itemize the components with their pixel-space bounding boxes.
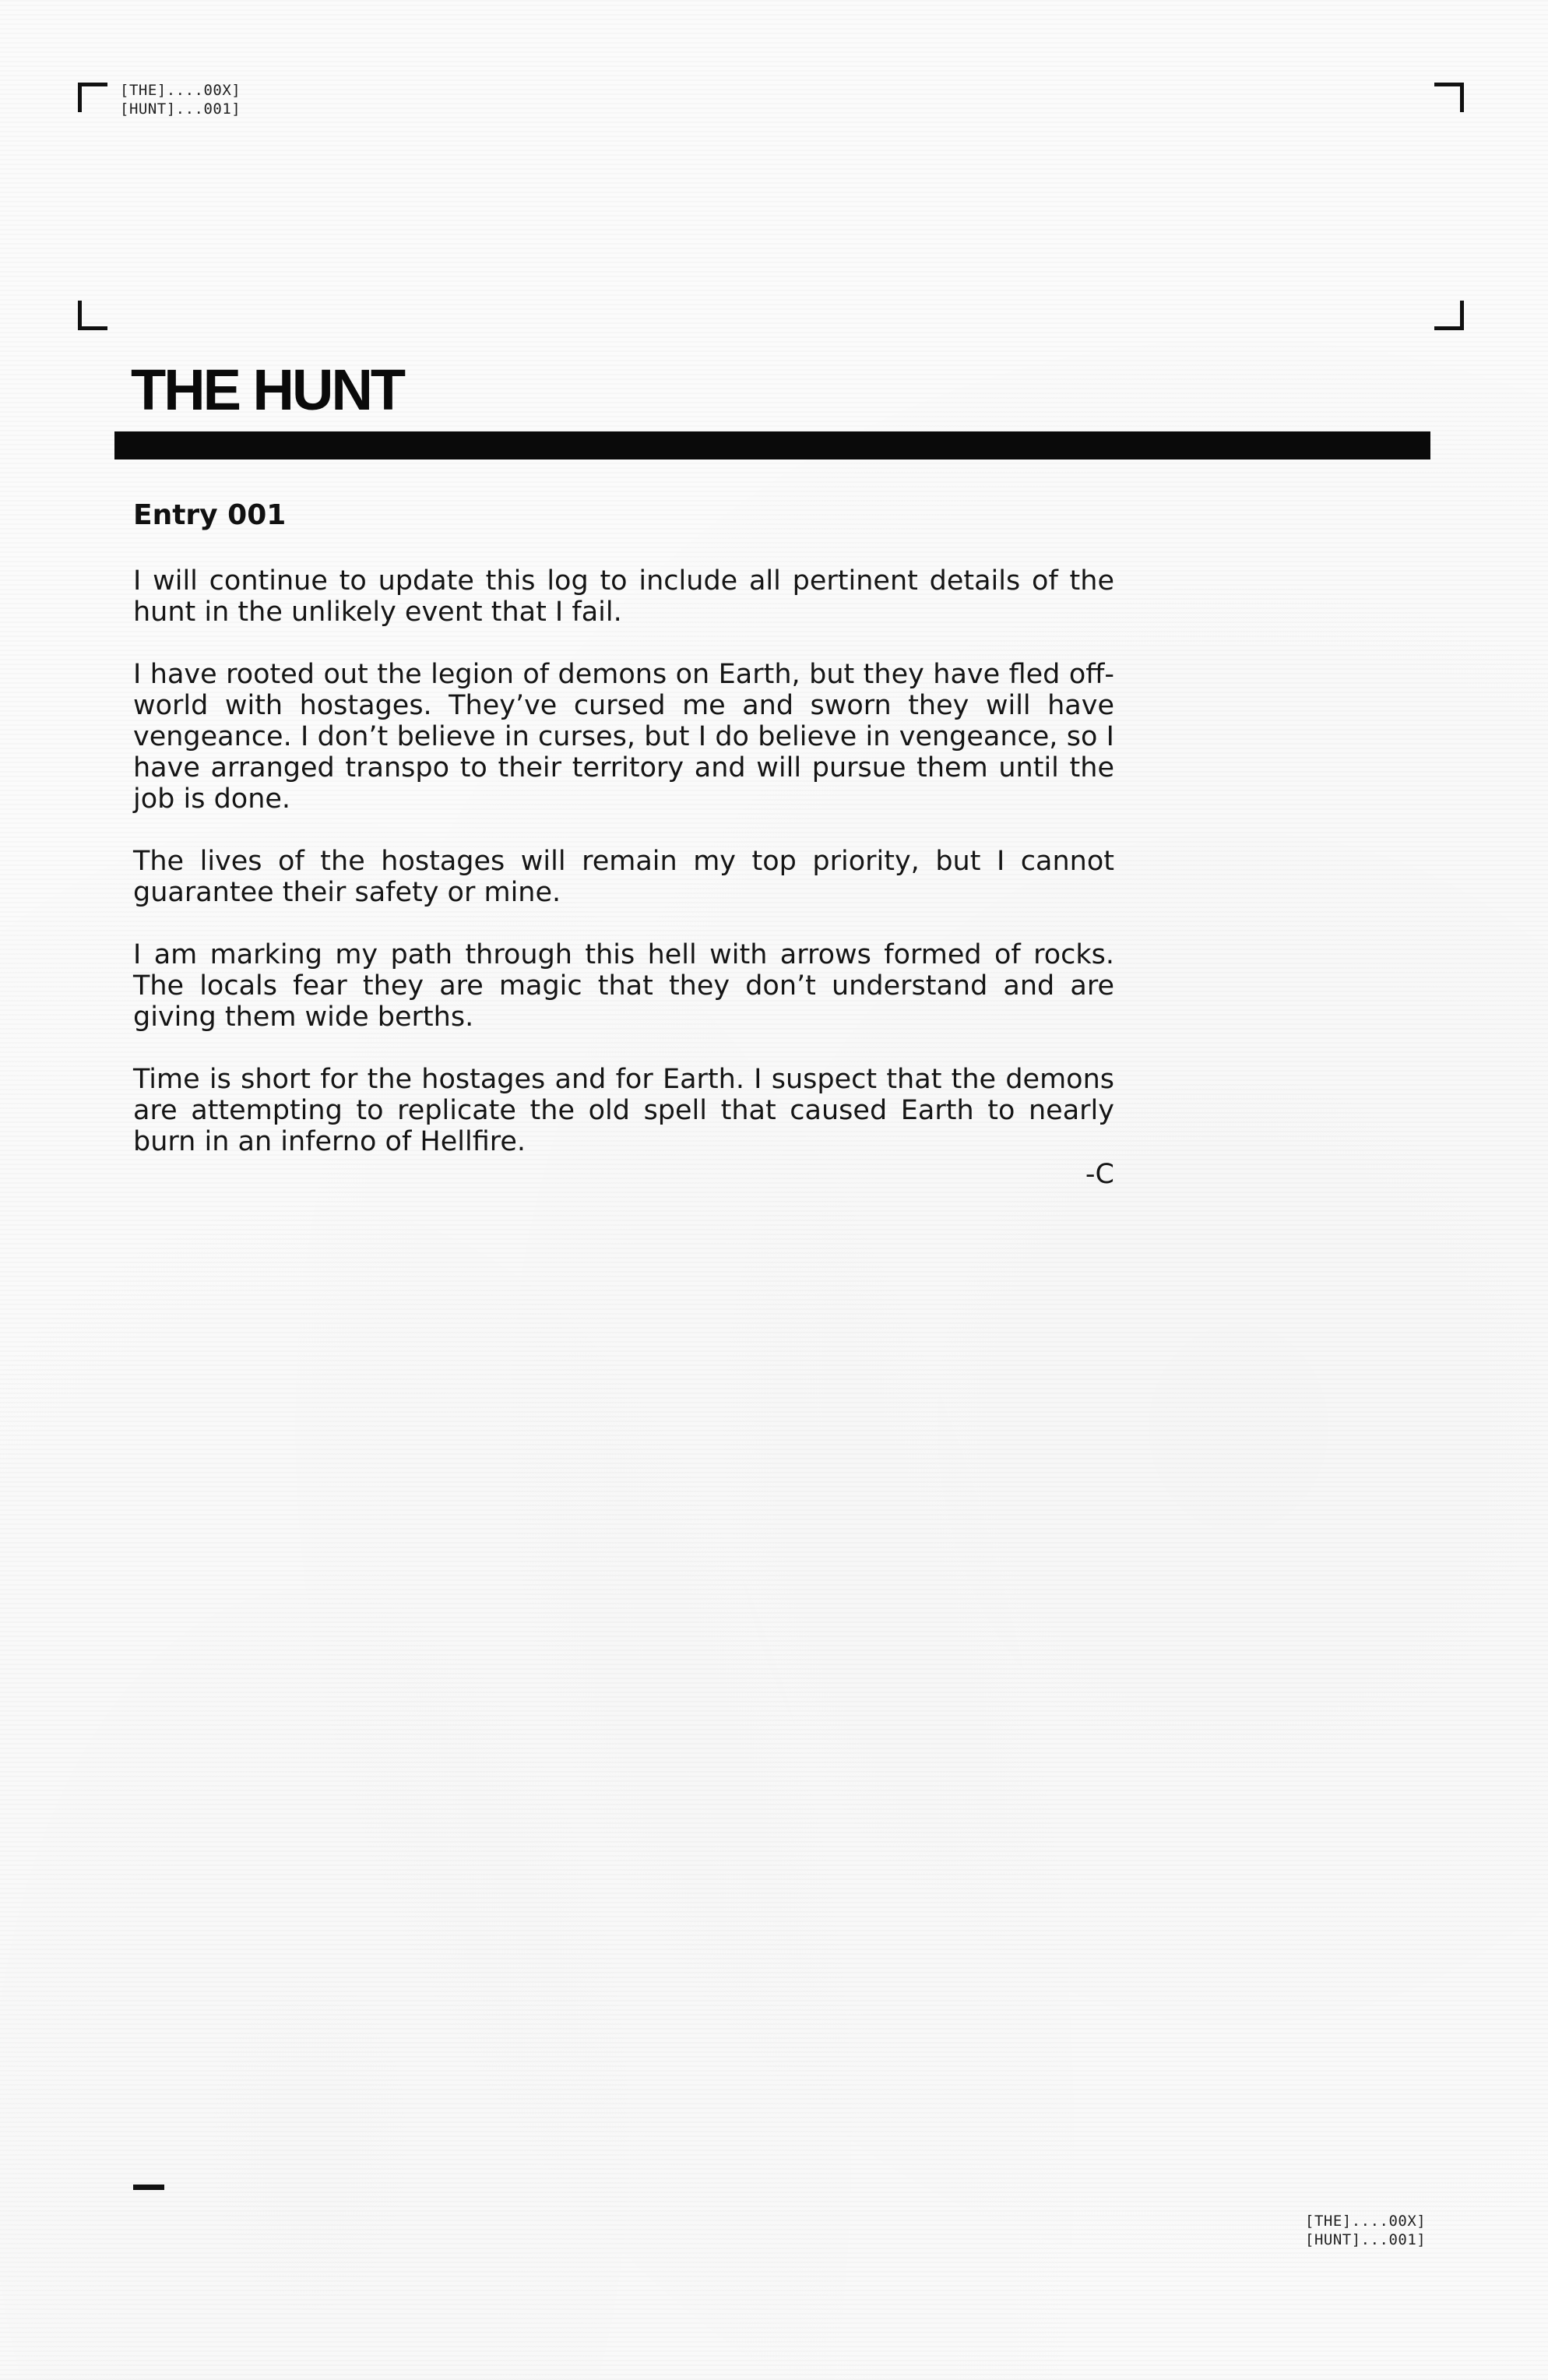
header-code-tag <box>120 81 241 118</box>
title-divider-bar <box>114 431 1430 459</box>
page-title: THE HUNT <box>131 357 404 422</box>
corner-bracket-top-right <box>1434 83 1464 112</box>
corner-bracket-top-left <box>78 83 107 112</box>
log-entry <box>133 497 1114 1192</box>
footer-code-tag <box>1305 2212 1426 2249</box>
footer-code-line-2: [HUNT]...001] <box>1305 2231 1427 2248</box>
footer-dash-mark <box>133 2185 164 2190</box>
entry-paragraph-2: I have rooted out the legion of demons on Earth, but they have fled off-world with hostages. They’ve cursed me and sworn they will have vengeance. I don’t believe in curses, but I do believe in vengeance, so I have arranged transpo to their territory and will pursue them until the job is done. <box>133 659 1114 815</box>
entry-paragraph-5: Time is short for the hostages and for Earth. I suspect that the demons are attempting to replicate the old spell that caused Earth to nearly burn in an inferno of Hellfire. <box>133 1064 1114 1157</box>
entry-paragraph-4: I am marking my path through this hell with arrows formed of rocks. The locals fear they are magic that they don’t understand and are giving them wide berths. <box>133 939 1114 1033</box>
corner-bracket-bottom-left <box>78 301 107 330</box>
entry-paragraph-1: I will continue to update this log to include all pertinent details of the hunt in the unlikely event that I fail. <box>133 565 1114 628</box>
footer-code-line-1: [THE]....00X] <box>1305 2213 1427 2230</box>
corner-bracket-bottom-right <box>1434 301 1464 330</box>
entry-heading: Entry 001 <box>133 499 287 531</box>
header-code-line-2: [HUNT]...001] <box>120 100 241 118</box>
entry-paragraph-3: The lives of the hostages will remain my top priority, but I cannot guarantee their safety or mine. <box>133 846 1114 908</box>
header-code-line-1: [THE]....00X] <box>120 82 241 99</box>
entry-signature: -C <box>1085 1159 1114 1190</box>
